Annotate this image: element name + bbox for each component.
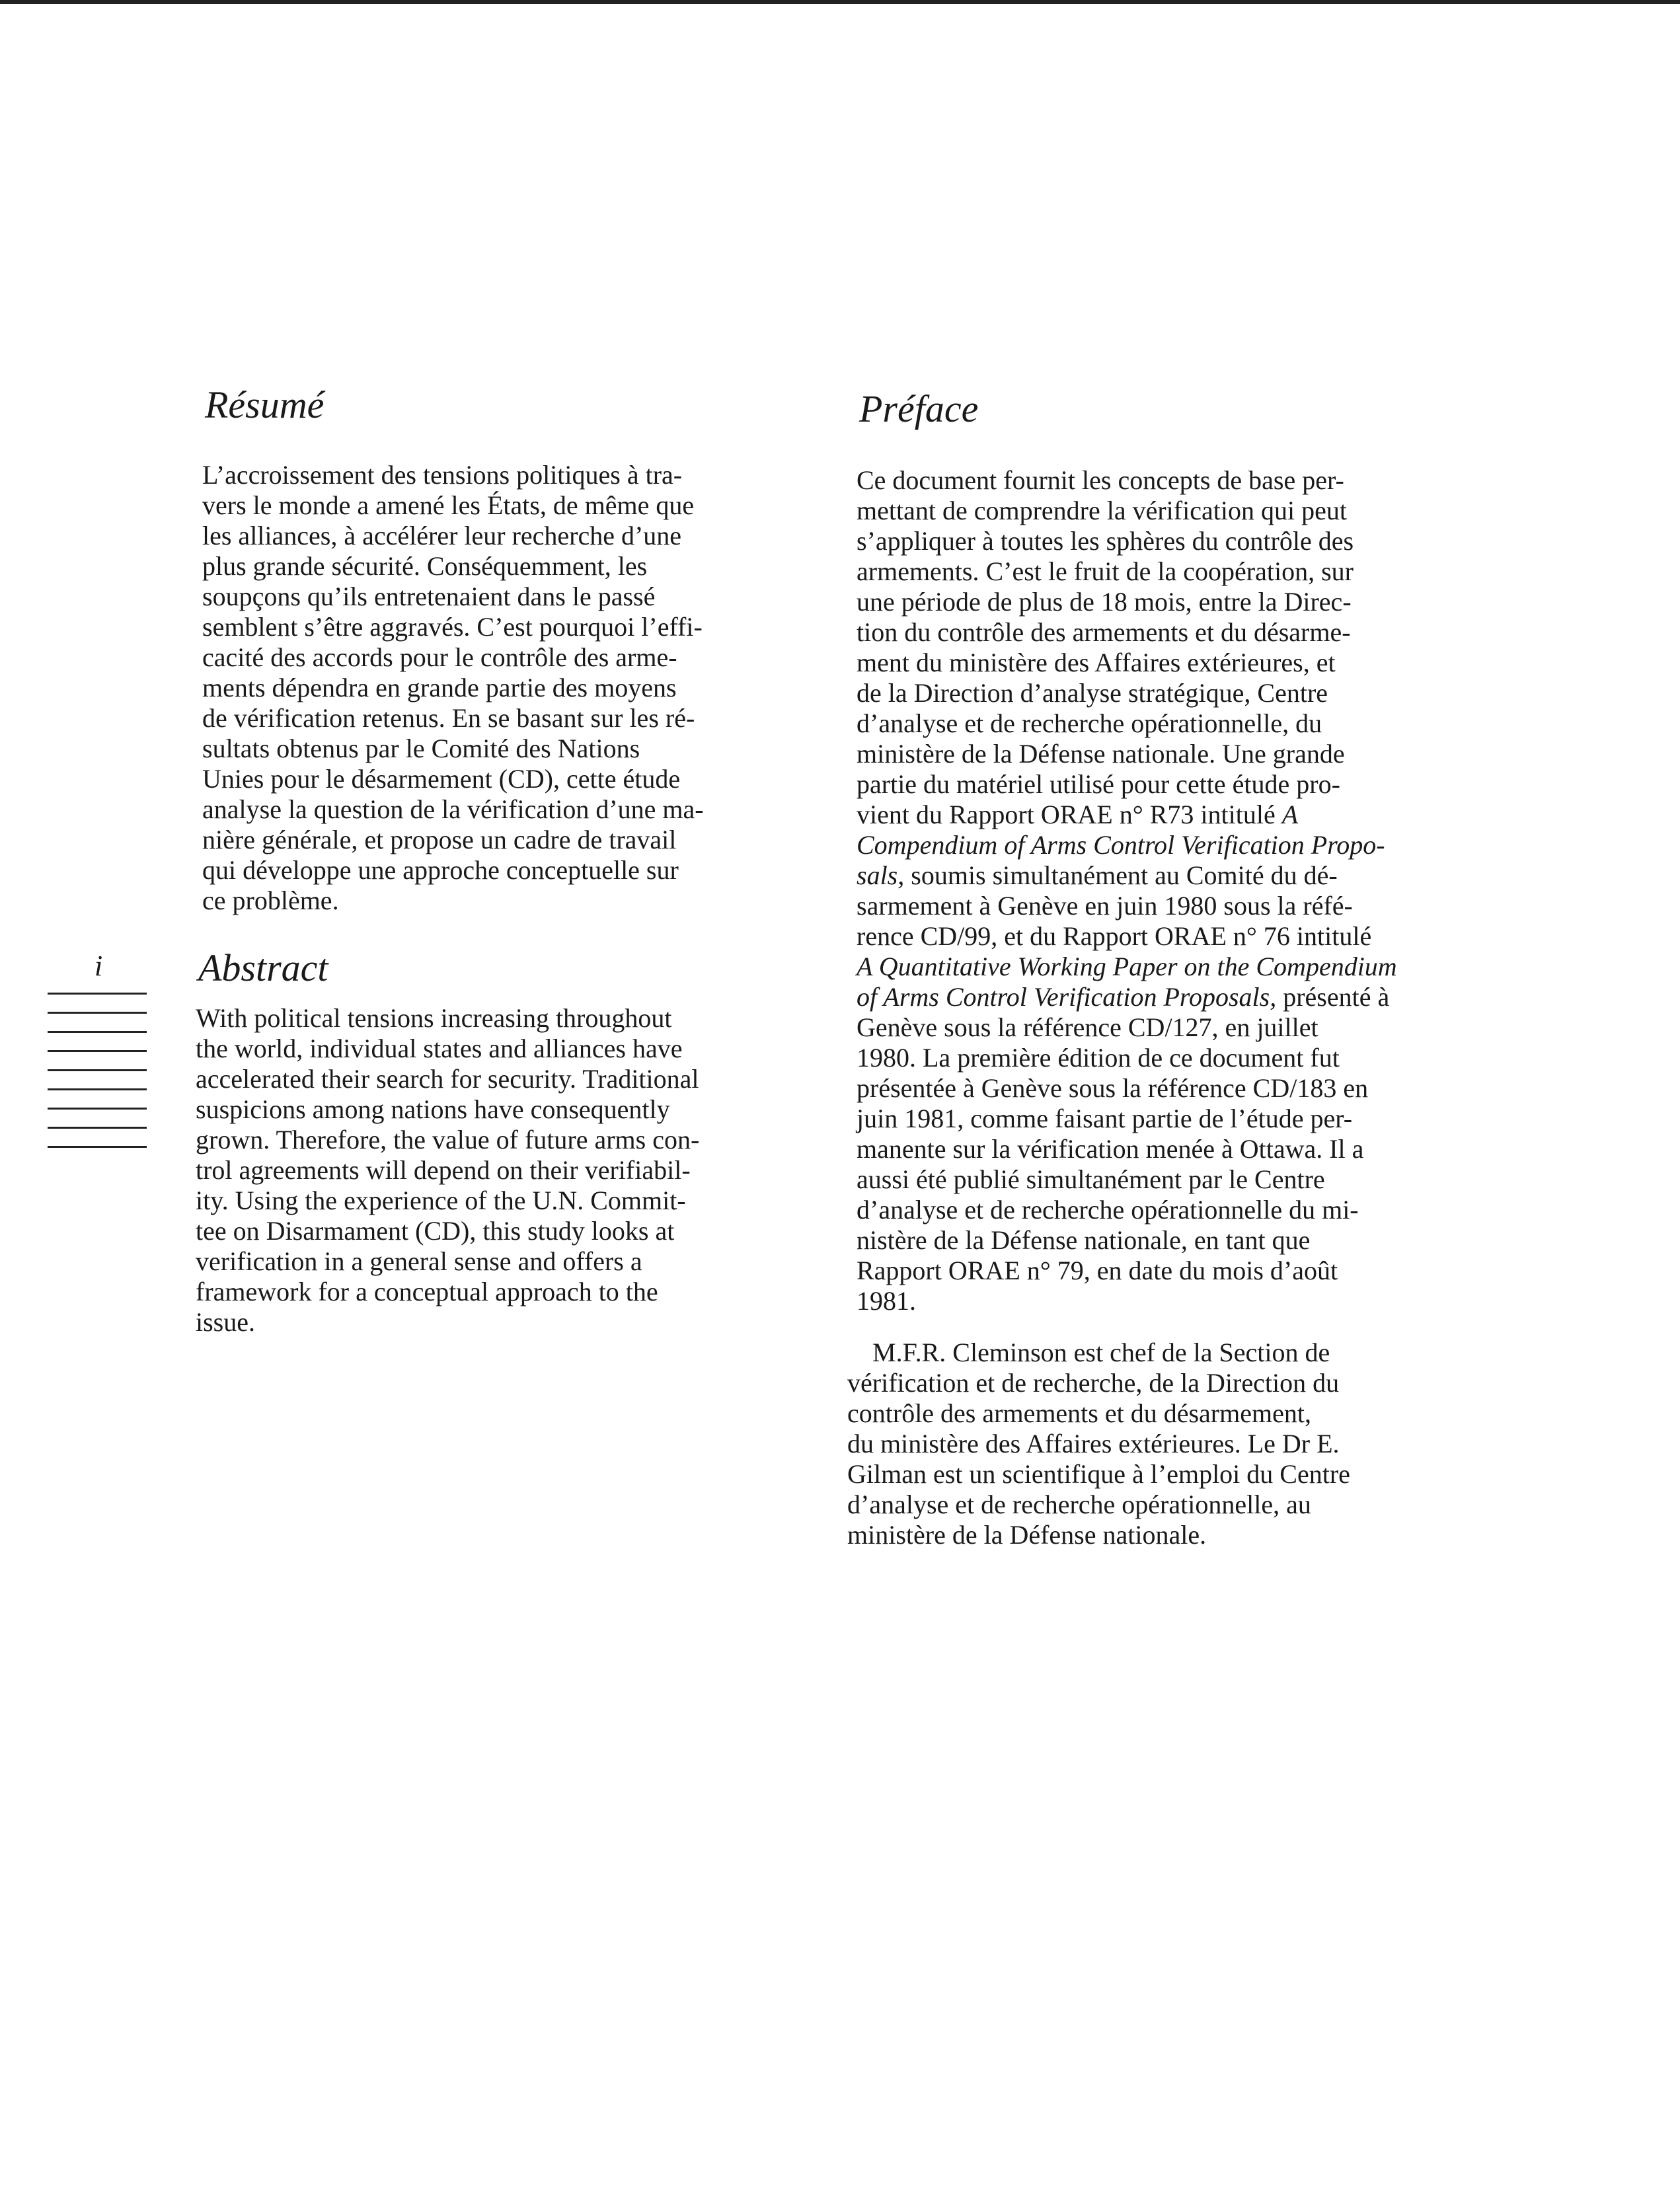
resume-line: ce problème. xyxy=(202,886,339,915)
abstract-line: verification in a general sense and offers a xyxy=(196,1246,642,1276)
resume-line: semblent s’être aggravés. C’est pourquoi l’effi- xyxy=(202,612,703,642)
preface-line: d’analyse et de recherche opérationnelle, au xyxy=(847,1490,1311,1519)
preface-line: ment du ministère des Affaires extérieures, et xyxy=(857,648,1336,677)
resume-line: nière générale, et propose un cadre de travail xyxy=(202,825,677,854)
preface-line: rence CD/99, et du Rapport ORAE n° 76 intitulé xyxy=(857,921,1372,951)
preface-title-italic: Compendium of Arms Control Verification Propo- xyxy=(857,830,1385,860)
preface-line: présentée à Genève sous la référence CD/183 en xyxy=(857,1073,1369,1103)
resume-line: sultats obtenus par le Comité des Nations xyxy=(202,734,640,763)
preface-title-italic: A Quantitative Working Paper on the Compendium xyxy=(857,952,1397,981)
abstract-line: accelerated their search for security. Traditional xyxy=(196,1064,699,1094)
preface-line: armements. C’est le fruit de la coopération, sur xyxy=(857,556,1354,586)
margin-rule xyxy=(48,1012,147,1014)
preface-line: ministère de la Défense nationale. Une grande xyxy=(857,739,1345,769)
abstract-line: tee on Disarmament (CD), this study looks at xyxy=(196,1216,675,1246)
resume-line: les alliances, à accélérer leur recherche d’une xyxy=(202,521,682,550)
margin-rule xyxy=(48,1088,147,1090)
preface-paragraph-1 xyxy=(857,465,1397,1316)
margin-rule xyxy=(48,1146,147,1148)
preface-line xyxy=(857,952,1397,982)
resume-line: qui développe une approche conceptuelle sur xyxy=(202,855,679,885)
margin-rule xyxy=(48,1127,147,1129)
preface-line: contrôle des armements et du désarmement, xyxy=(847,1398,1311,1428)
abstract-line: framework for a conceptual approach to the xyxy=(196,1277,658,1306)
preface-line: 1981. xyxy=(857,1286,916,1316)
preface-line: mettant de comprendre la vérification qui peut xyxy=(857,496,1347,525)
preface-line: sarmement à Genève en juin 1980 sous la réfé- xyxy=(857,891,1353,921)
margin-rule xyxy=(48,993,147,995)
preface-line-text: présenté à xyxy=(1276,982,1390,1012)
abstract-line: the world, individual states and alliances have xyxy=(196,1034,683,1063)
preface-line: tion du contrôle des armements et du désarme- xyxy=(857,617,1351,647)
abstract-line: suspicions among nations have consequently xyxy=(196,1094,670,1124)
resume-line: Unies pour le désarmement (CD), cette étude xyxy=(202,764,681,794)
abstract-line: grown. Therefore, the value of future arms con- xyxy=(196,1125,700,1154)
resume-line: soupçons qu’ils entretenaient dans le passé xyxy=(202,582,656,611)
resume-line: cacité des accords pour le contrôle des arme- xyxy=(202,642,677,672)
preface-line xyxy=(857,800,1397,830)
preface-line-text: soumis simultanément au Comité du dé- xyxy=(904,860,1338,890)
resume-line: ments dépendra en grande partie des moyens xyxy=(202,673,677,702)
preface-line: de la Direction d’analyse stratégique, Centre xyxy=(857,678,1328,708)
preface-line: Gilman est un scientifique à l’emploi du Centre xyxy=(847,1459,1350,1489)
preface-line xyxy=(857,830,1397,860)
preface-title-italic: of Arms Control Verification Proposals, xyxy=(857,982,1277,1012)
margin-rule xyxy=(48,1031,147,1033)
preface-line: d’analyse et de recherche opérationnelle du mi- xyxy=(857,1195,1359,1225)
preface-line: partie du matériel utilisé pour cette étude pro- xyxy=(857,769,1340,799)
resume-paragraph xyxy=(202,460,704,916)
preface-line xyxy=(857,860,1397,891)
abstract-paragraph xyxy=(196,1003,699,1338)
abstract-line: ity. Using the experience of the U.N. Commit- xyxy=(196,1186,686,1215)
resume-line: plus grande sécurité. Conséquemment, les xyxy=(202,551,648,581)
preface-line: juin 1981, comme faisant partie de l’étude per- xyxy=(857,1104,1353,1133)
abstract-line: trol agreements will depend on their verifiabil- xyxy=(196,1155,691,1185)
preface-line: s’appliquer à toutes les sphères du contrôle des xyxy=(857,526,1354,556)
preface-line: Genève sous la référence CD/127, en juillet xyxy=(857,1012,1318,1042)
preface-line xyxy=(857,982,1397,1012)
preface-title-italic: A xyxy=(1281,800,1299,829)
margin-rule xyxy=(48,1050,147,1052)
preface-line: nistère de la Défense nationale, en tant que xyxy=(857,1225,1311,1255)
preface-line: Ce document fournit les concepts de base per- xyxy=(857,465,1344,495)
abstract-line: issue. xyxy=(196,1307,255,1337)
margin-rule xyxy=(48,1069,147,1071)
preface-line-text: vient du Rapport ORAE n° R73 intitulé xyxy=(857,800,1282,829)
resume-line: L’accroissement des tensions politiques à tra- xyxy=(202,460,683,490)
resume-line: de vérification retenus. En se basant sur les ré- xyxy=(202,703,695,733)
resume-heading: Résumé xyxy=(205,383,325,426)
preface-line: une période de plus de 18 mois, entre la Direc- xyxy=(857,587,1352,617)
preface-line: 1980. La première édition de ce document fut xyxy=(857,1043,1340,1073)
preface-line: vérification et de recherche, de la Direction du xyxy=(847,1368,1340,1398)
preface-line: Rapport ORAE n° 79, en date du mois d’août xyxy=(857,1256,1338,1285)
preface-heading: Préface xyxy=(859,387,979,430)
page-number: i xyxy=(95,950,103,982)
preface-line: du ministère des Affaires extérieures. Le Dr E. xyxy=(847,1429,1340,1458)
margin-rules-decoration xyxy=(48,993,147,1165)
abstract-line: With political tensions increasing throughout xyxy=(196,1003,672,1033)
preface-line: d’analyse et de recherche opérationnelle, du xyxy=(857,708,1322,738)
resume-line: analyse la question de la vérification d’une ma- xyxy=(202,794,704,824)
preface-line: ministère de la Défense nationale. xyxy=(847,1520,1207,1550)
preface-paragraph-2 xyxy=(847,1338,1350,1550)
preface-line: aussi été publié simultanément par le Centre xyxy=(857,1164,1325,1194)
preface-line: M.F.R. Cleminson est chef de la Section de xyxy=(872,1338,1330,1367)
top-edge-rule xyxy=(0,0,1680,4)
margin-rule xyxy=(48,1108,147,1110)
resume-line: vers le monde a amené les États, de même que xyxy=(202,490,695,520)
abstract-heading: Abstract xyxy=(198,946,328,989)
preface-line: manente sur la vérification menée à Ottawa. Il a xyxy=(857,1134,1364,1164)
preface-title-italic: sals, xyxy=(857,860,905,890)
